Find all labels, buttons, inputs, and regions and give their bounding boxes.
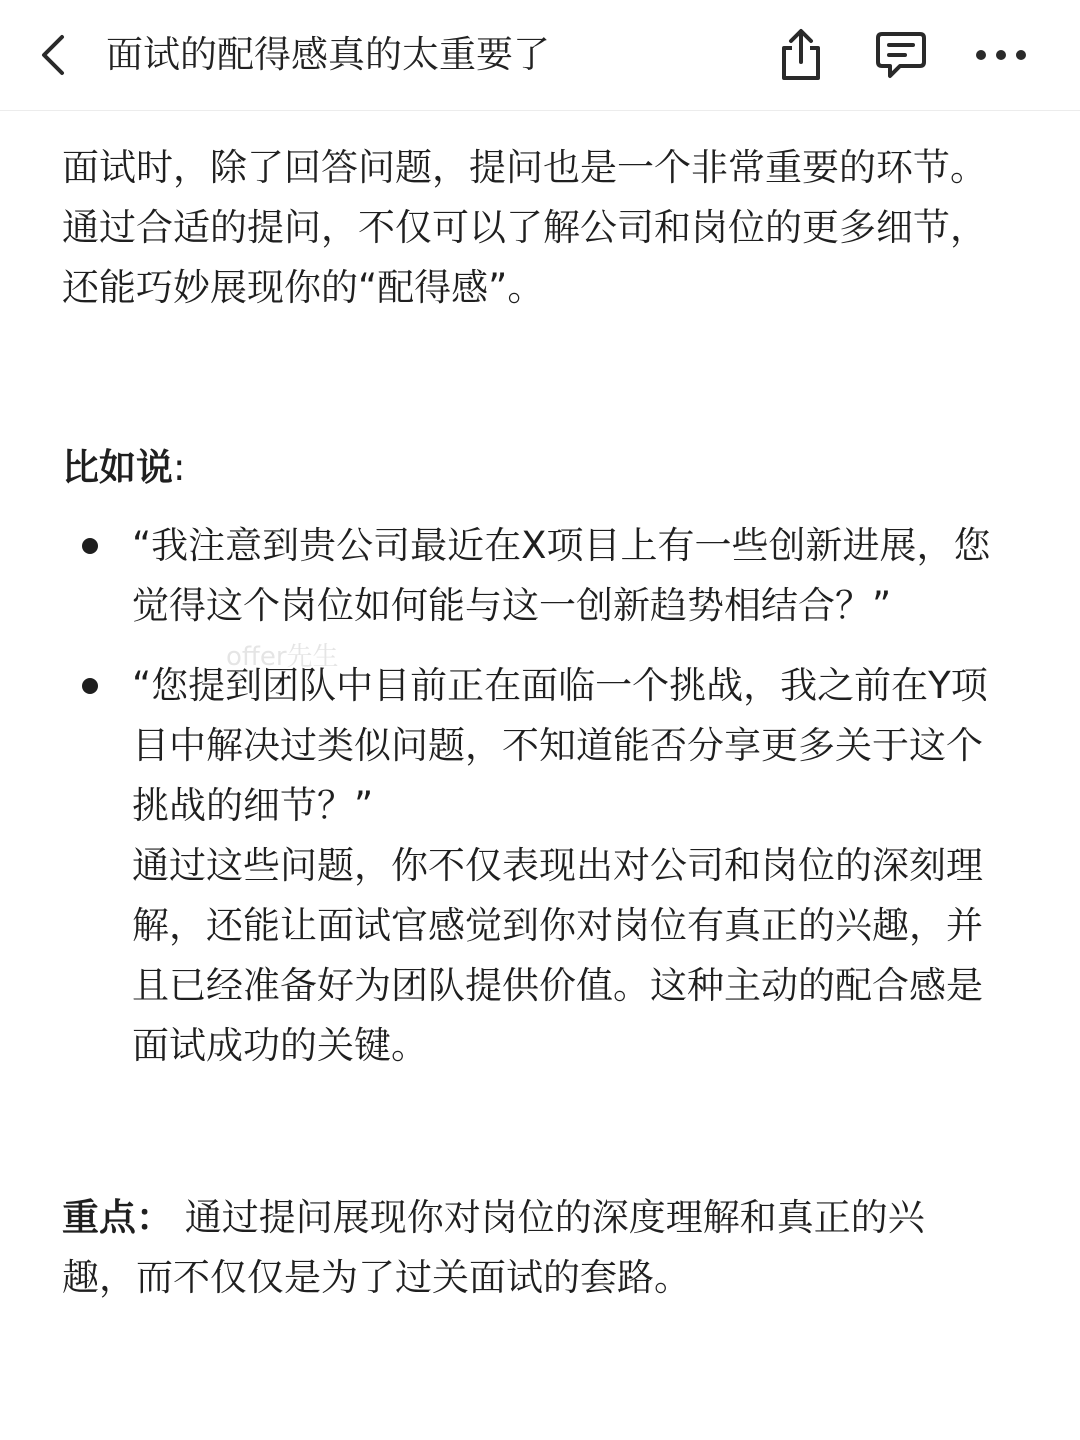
example-heading-text: 比如说 bbox=[62, 446, 173, 489]
followup-paragraph: 通过这些问题，你不仅表现出对公司和岗位的深刻理解，还能让面试官感觉到你对岗位有真正的兴趣，并且已经准备好为团队提供价值。这种主动的配合感是面试成功的关键。 bbox=[132, 844, 983, 1067]
keypoint-label: 重点： bbox=[62, 1196, 173, 1239]
bullet-dot bbox=[82, 538, 98, 554]
list-item-text: “您提到团队中目前正在面临一个挑战，我之前在Y项目中解决过类似问题，不知道能否分享更多关于这个挑战的细节？” bbox=[132, 664, 988, 827]
comment-icon bbox=[874, 28, 928, 82]
back-button[interactable] bbox=[26, 26, 80, 84]
example-heading-colon: : bbox=[173, 446, 186, 489]
comment-button[interactable] bbox=[872, 26, 930, 84]
intro-paragraph: 面试时，除了回答问题，提问也是一个非常重要的环节。通过合适的提问，不仅可以了解公司和岗位的更多细节，还能巧妙展现你的“配得感”。 bbox=[62, 146, 987, 309]
chevron-left-icon bbox=[38, 33, 68, 77]
article-body bbox=[62, 138, 992, 1308]
more-options-button[interactable] bbox=[972, 26, 1030, 84]
keypoint-paragraph bbox=[62, 1188, 992, 1308]
page-title: 面试的配得感真的太重要了 bbox=[106, 33, 550, 76]
share-button[interactable] bbox=[772, 26, 830, 84]
top-nav-bar bbox=[0, 0, 1080, 111]
list-item bbox=[62, 656, 992, 836]
share-icon bbox=[776, 28, 826, 82]
keypoint-text: 通过提问展现你对岗位的深度理解和真正的兴趣，而不仅仅是为了过关面试的套路。 bbox=[62, 1196, 925, 1299]
bullet-dot bbox=[82, 678, 98, 694]
example-list bbox=[62, 516, 992, 836]
watermark: offer先生 bbox=[226, 642, 339, 672]
more-icon bbox=[973, 45, 1029, 65]
list-item bbox=[62, 516, 992, 636]
list-item-text: “我注意到贵公司最近在X项目上有一些创新进展，您觉得这个岗位如何能与这一创新趋势相结合？” bbox=[132, 524, 991, 627]
example-heading bbox=[62, 438, 992, 498]
